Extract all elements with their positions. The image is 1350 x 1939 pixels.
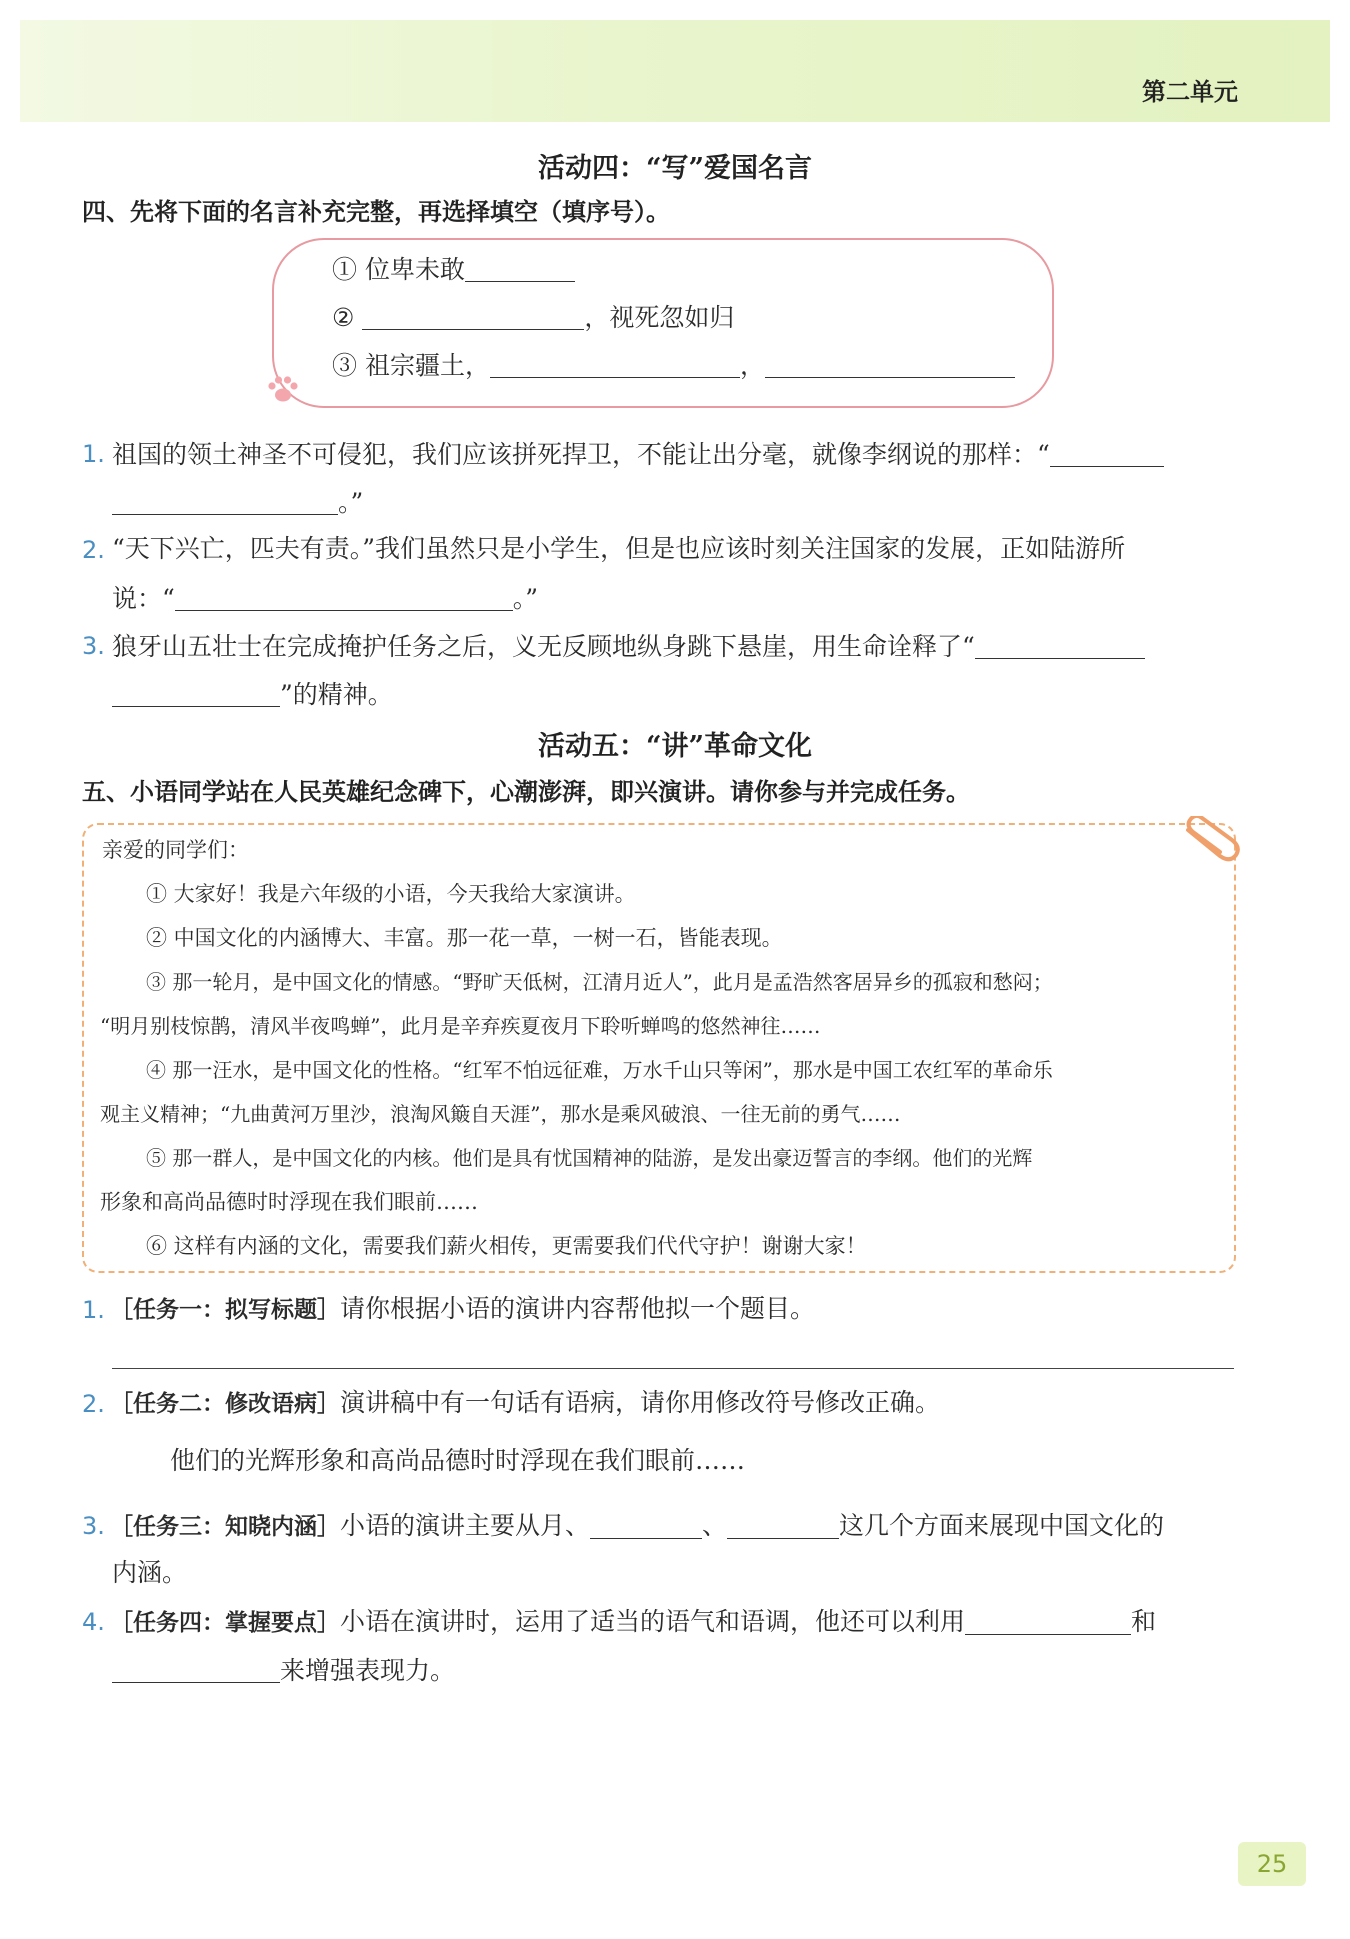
task-3-line2: 内涵。	[112, 1558, 188, 1587]
question-text: ”的精神。	[280, 680, 393, 709]
speech-line: ③ 那一轮月，是中国文化的情感。“野旷天低树，江清月近人”，此月是孟浩然客居异乡的孤寂和愁闷；	[146, 970, 1053, 994]
paw-icon	[266, 374, 300, 404]
speech-line: ④ 那一汪水，是中国文化的性格。“红军不怕远征难，万水千山只等闲”，那水是中国工农红军的革命乐	[146, 1058, 1053, 1082]
page-number: 25	[1238, 1842, 1306, 1886]
question-text: 。”	[512, 584, 539, 613]
fill-blank[interactable]	[465, 255, 575, 282]
task-text: 、	[702, 1511, 728, 1540]
quote-3	[332, 351, 1015, 378]
task-number: 2.	[82, 1390, 105, 1418]
fill-blank[interactable]	[490, 351, 740, 378]
question-text: 说：“	[112, 584, 175, 613]
paperclip-icon	[1180, 816, 1242, 866]
fill-blank[interactable]	[1050, 440, 1164, 467]
question-number: 3.	[82, 632, 105, 660]
fill-blank[interactable]	[727, 1512, 839, 1539]
task-2	[110, 1390, 940, 1416]
task-3	[110, 1512, 1164, 1539]
task-number: 3.	[82, 1512, 105, 1540]
quote-text: 祖宗疆土，	[364, 351, 490, 380]
question-2-line1: “天下兴亡，匹夫有责。”我们虽然只是小学生，但是也应该时刻关注国家的发展，正如陆游所	[112, 534, 1126, 563]
question-text: 。”	[338, 488, 364, 517]
speech-line: 形象和高尚品德时时浮现在我们眼前……	[100, 1190, 478, 1214]
quote-marker: ②	[332, 303, 355, 332]
task-text: 请你根据小语的演讲内容帮他拟一个题目。	[340, 1294, 816, 1323]
question-1-line2	[112, 488, 363, 515]
activity4-instruction: 四、先将下面的名言补充完整，再选择填空（填序号）。	[82, 198, 670, 226]
task-text: 小语的演讲主要从月、	[340, 1511, 591, 1540]
task-text: 演讲稿中有一句话有语病，请你用修改符号修改正确。	[340, 1388, 941, 1417]
speech-line: ② 中国文化的内涵博大、丰富。那一花一草，一树一石，皆能表现。	[146, 926, 783, 950]
quote-text: 位卑未敢	[364, 255, 465, 284]
fill-blank[interactable]	[590, 1512, 702, 1539]
question-3-line1	[112, 632, 1145, 659]
speech-line: ① 大家好！我是六年级的小语，今天我给大家演讲。	[146, 882, 636, 906]
task-2-sentence: 他们的光辉形象和高尚品德时时浮现在我们眼前……	[170, 1446, 746, 1475]
quote-2	[332, 303, 734, 330]
task-4-line2	[112, 1656, 455, 1683]
question-number: 2.	[82, 536, 105, 564]
speech-greeting: 亲爱的同学们：	[102, 838, 249, 862]
fill-blank[interactable]	[112, 1656, 280, 1683]
fill-blank[interactable]	[965, 1608, 1131, 1635]
speech-line: ⑤ 那一群人，是中国文化的内核。他们是具有忧国精神的陆游，是发出豪迈誓言的李纲。他们的光辉	[146, 1146, 1033, 1170]
task-tag: ［任务一：拟写标题］	[110, 1297, 340, 1323]
question-2-line2	[112, 584, 538, 611]
task-text: 和	[1131, 1607, 1157, 1636]
task-number: 1.	[82, 1296, 105, 1324]
task-tag: ［任务二：修改语病］	[110, 1391, 340, 1417]
task-tag: ［任务四：掌握要点］	[110, 1610, 340, 1636]
fill-blank[interactable]	[765, 351, 1015, 378]
speech-line: 观主义精神；“九曲黄河万里沙，浪淘风簸自天涯”，那水是乘风破浪、一往无前的勇气……	[100, 1102, 901, 1126]
quote-marker: ①	[332, 255, 358, 284]
quote-text: ，	[739, 351, 765, 380]
fill-blank[interactable]	[112, 680, 280, 707]
quote-text: ，视死忽如归	[584, 303, 735, 332]
question-text: 狼牙山五壮士在完成掩护任务之后，义无反顾地纵身跳下悬崖，用生命诠释了“	[112, 632, 975, 661]
question-3-line2	[112, 680, 393, 707]
quote-marker: ③	[332, 351, 358, 380]
speech-line: “明月别枝惊鹊，清风半夜鸣蝉”，此月是辛弃疾夏夜月下聆听蝉鸣的悠然神往……	[100, 1014, 821, 1038]
task-4	[110, 1608, 1156, 1635]
question-text: 祖国的领土神圣不可侵犯，我们应该拼死捍卫，不能让出分毫，就像李纲说的那样：“	[112, 440, 1050, 469]
activity5-instruction: 五、小语同学站在人民英雄纪念碑下，心潮澎湃，即兴演讲。请你参与并完成任务。	[82, 778, 970, 806]
task-tag: ［任务三：知晓内涵］	[110, 1514, 340, 1540]
task-number: 4.	[82, 1608, 105, 1636]
task-text: 小语在演讲时，运用了适当的语气和语调，他还可以利用	[340, 1607, 966, 1636]
question-number: 1.	[82, 440, 105, 468]
fill-blank[interactable]	[175, 584, 513, 611]
unit-label: 第二单元	[1142, 78, 1238, 106]
header-band	[20, 20, 1330, 122]
speech-line: ⑥ 这样有内涵的文化，需要我们薪火相传，更需要我们代代守护！谢谢大家！	[146, 1234, 867, 1258]
activity4-title: 活动四：“写”爱国名言	[537, 153, 813, 184]
fill-blank[interactable]	[362, 303, 584, 330]
task-1	[110, 1296, 815, 1322]
quote-1	[332, 255, 575, 282]
answer-line[interactable]	[112, 1368, 1234, 1369]
question-1-line1	[112, 440, 1164, 467]
activity5-title: 活动五：“讲”革命文化	[537, 731, 813, 762]
task-text: 这几个方面来展现中国文化的	[839, 1511, 1165, 1540]
fill-blank[interactable]	[975, 632, 1145, 659]
fill-blank[interactable]	[112, 488, 338, 515]
task-text: 来增强表现力。	[280, 1656, 456, 1685]
